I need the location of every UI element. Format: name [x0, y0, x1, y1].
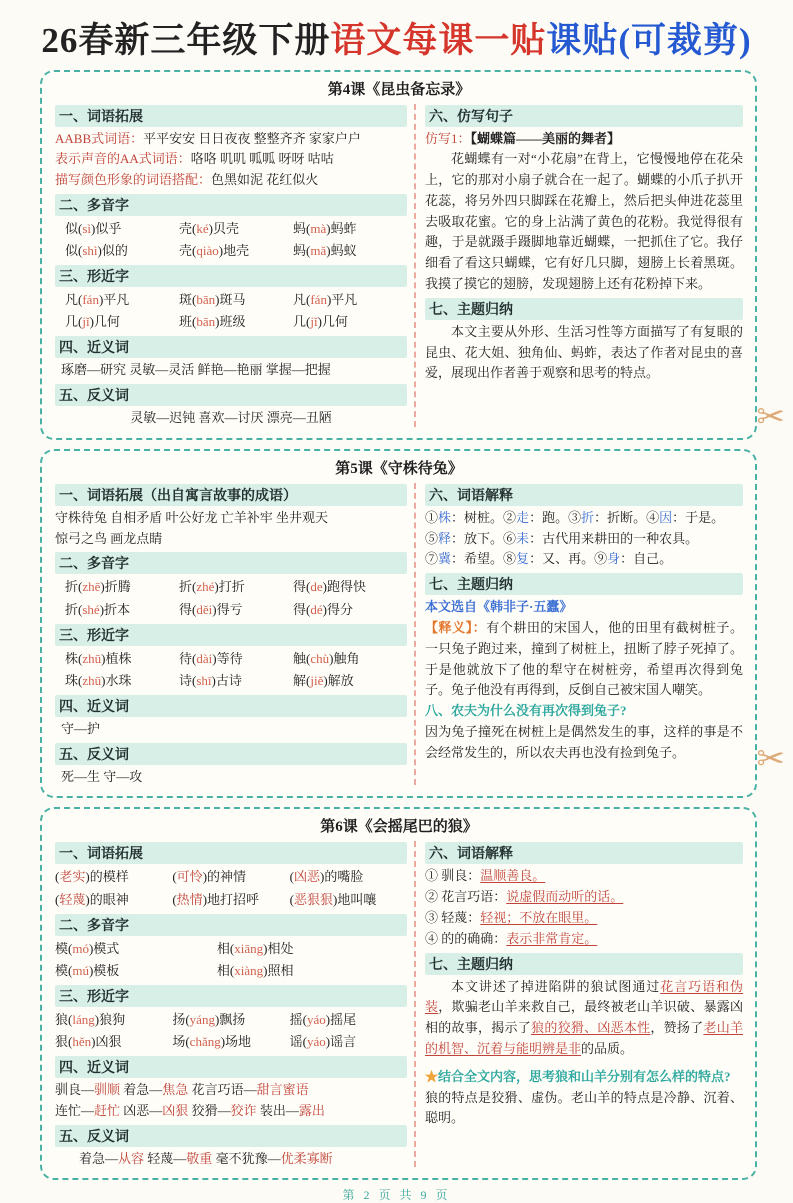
lesson-card-4 [40, 70, 757, 440]
pinyin-cell: 得(děi)得亏 [179, 601, 243, 617]
subsection-header: 二、多音字 [55, 194, 407, 216]
pinyin-cell: 相(xiàng)照相 [216, 962, 294, 978]
answer-paragraph: 因为兔子撞死在树桩上是偶然发生的事，这样的事是不会经常发生的，所以农夫再也没有捡到兔子。 [425, 724, 743, 760]
antonyms-line: 死—生 守—攻 [61, 768, 143, 784]
extra-question: ★结合全文内容，思考狼和山羊分别有怎么样的特点? [425, 1068, 731, 1084]
pinyin-row [55, 1009, 407, 1031]
extra-answer: 狼的特点是狡猾、虚伪。老山羊的特点是冷静、沉着、聪明。 [425, 1089, 743, 1126]
pinyin-cell: 模(mó)模式 [55, 940, 120, 956]
word-line: 描写颜色形象的词语搭配：色黑如泥 花红似火 [55, 172, 319, 188]
pinyin-cell: 壳(qiào)地壳 [179, 242, 250, 258]
pinyin-row [55, 670, 407, 692]
phrase-row [55, 889, 407, 911]
pinyin-cell: 似(shì)似的 [65, 242, 128, 258]
question-header: 八、农夫为什么没有再次得到兔子? [425, 703, 627, 719]
explain-line: ① 驯良：温顺善良。 [425, 868, 546, 884]
subsection-header: 二、多音字 [55, 552, 407, 574]
imitation-paragraph: 花蝴蝶有一对“小花扇”在背上，它慢慢地停在花朵上，它的那对小扇子就合在一起了。蝴蝶的小爪子扒开花蕊，将另外四只脚踩在花瓣上，然后把头伸进花蕊里去吸取花蜜。它的身上沾满了黄色的花粉。我觉得很有趣，于是就蹑手蹑脚地靠近蝴蝶，一把抓住了它。我仔细看了看这只蝴蝶，它有好几只脚，翅膀上长着黑斑。我摸了摸它的翅膀，发现翅膀上还有花粉掉下来。 [425, 151, 743, 292]
antonyms-line: 着急—从容 轻蔑—敬重 毫不犹豫—优柔寡断 [79, 1150, 333, 1166]
subsection-header: 五、反义词 [55, 743, 407, 765]
pinyin-cell: 扬(yáng)飘扬 [172, 1011, 246, 1027]
card-header: 第5课《守株待兔》 [335, 460, 463, 477]
theme-paragraph: 本文主要从外形、生活习性等方面描写了有复眼的昆虫、花大姐、独角仙、蚂蚱，表达了作者对昆虫的喜爱，展现出作者善于观察和思考的特点。 [425, 323, 743, 381]
subsection-header: 六、词语解释 [425, 842, 743, 864]
subsection-header: 三、形近字 [55, 265, 407, 287]
pinyin-cell: 株(zhū)植株 [65, 650, 132, 666]
pinyin-row [55, 311, 407, 333]
lesson-card-6 [40, 807, 757, 1180]
title-black: 26春新三年级下册 [41, 21, 331, 60]
column-divider [414, 841, 416, 1167]
pinyin-cell: 解(jiě)解放 [293, 672, 354, 688]
pinyin-cell: 几(jǐ)几何 [293, 314, 348, 330]
scissors-icon: ✂ [756, 739, 785, 779]
pinyin-cell: 凡(fán)平凡 [65, 292, 130, 308]
pinyin-row [55, 218, 407, 240]
pinyin-cell: 狠(hěn)凶狠 [55, 1033, 122, 1049]
phrase-row [55, 866, 407, 888]
pinyin-row [55, 960, 407, 982]
pinyin-row [55, 1031, 407, 1053]
subsection-header: 一、词语拓展 [55, 105, 407, 127]
subsection-header: 四、近义词 [55, 1056, 407, 1078]
subsection-header: 三、形近字 [55, 624, 407, 646]
pinyin-cell: 折(shé)折本 [65, 601, 131, 617]
subsection-header: 七、主题归纳 [425, 298, 743, 320]
explain-line: ② 花言巧语：说虚假而动听的话。 [425, 889, 624, 905]
card-header: 第4课《昆虫备忘录》 [327, 81, 471, 98]
pinyin-row [55, 938, 407, 960]
pinyin-cell: 狼(láng)狼狗 [55, 1011, 126, 1027]
pinyin-cell: 触(chù)触角 [293, 650, 360, 666]
star-icon: ★ [425, 1068, 439, 1084]
imitation-topic: 【蝴蝶篇——美丽的舞者】 [470, 130, 621, 146]
pinyin-cell: 诗(shī)古诗 [179, 672, 242, 688]
subsection-header: 四、近义词 [55, 336, 407, 358]
pinyin-row [55, 240, 407, 262]
phrase-cell: (可怜)的神情 [172, 869, 247, 885]
pinyin-cell: 相(xiāng)相处 [216, 940, 294, 956]
pinyin-cell: 折(zhé)打折 [179, 579, 245, 595]
left-column [55, 481, 407, 788]
word-line: 守株待兔 自相矛盾 叶公好龙 亡羊补牢 坐井观天 [55, 509, 329, 525]
column-divider [414, 104, 416, 427]
word-line: 表示声音的AA式词语：咯咯 叽叽 呱呱 呀呀 咕咕 [55, 151, 334, 167]
imitation-title-line: 仿写1：【蝴蝶篇——美丽的舞者】 [425, 130, 621, 146]
theme-paragraph: 本文讲述了掉进陷阱的狼试图通过花言巧语和伪装，欺骗老山羊来救自己，最终被老山羊识破、暴露凶相的故事，揭示了狼的狡猾、凶恶本性，赞扬了老山羊的机智、沉着与能明辨是非的品质。 [425, 978, 743, 1056]
left-column [55, 839, 407, 1169]
word-line: 惊弓之鸟 画龙点睛 [55, 530, 163, 546]
phrase-cell: (轻蔑)的眼神 [55, 891, 129, 907]
phrase-cell: (恶狠狠)地叫嚷 [289, 891, 377, 907]
subsection-header: 三、形近字 [55, 985, 407, 1007]
synonyms-line: 连忙—赶忙 凶恶—凶狠 狡猾—狡诈 装出—露出 [55, 1102, 325, 1118]
explain-line: ⑤释：放下。⑥耒：古代用来耕田的一种农具。 [425, 530, 699, 546]
lesson-card-5 [40, 449, 757, 799]
explain-line: ③ 轻蔑：轻视；不放在眼里。 [425, 910, 598, 926]
pinyin-cell: 蚂(mǎ)蚂蚁 [293, 242, 357, 258]
explain-line: ⑦冀：希望。⑧复：又、再。⑨身：自己。 [425, 551, 673, 567]
synonyms-line: 琢磨—研究 灵敏—灵活 鲜艳—艳丽 掌握—把握 [61, 362, 331, 378]
pinyin-cell: 珠(zhū)水珠 [65, 672, 132, 688]
pinyin-cell: 折(zhē)折腾 [65, 579, 131, 595]
right-column [425, 481, 743, 788]
explain-line: ①株：树桩。②走：跑。③折：折断。④因：于是。 [425, 509, 725, 525]
pinyin-cell: 场(chǎng)场地 [172, 1033, 252, 1049]
page-title [0, 0, 793, 61]
subsection-header: 一、词语拓展（出自寓言故事的成语） [55, 484, 407, 506]
column-divider [414, 483, 416, 786]
phrase-cell: (热情)地打招呼 [172, 891, 260, 907]
explain-line: ④ 的的确确：表示非常肯定。 [425, 930, 598, 946]
pinyin-row [55, 599, 407, 621]
title-red: 语文每课一贴 [330, 21, 547, 60]
scissors-icon: ✂ [756, 397, 785, 437]
subsection-header: 七、主题归纳 [425, 953, 743, 975]
right-column [425, 102, 743, 429]
pinyin-cell: 壳(ké)贝壳 [179, 220, 239, 236]
subsection-header: 四、近义词 [55, 695, 407, 717]
pinyin-cell: 待(dài)等待 [179, 650, 243, 666]
pinyin-cell: 摇(yáo)摇尾 [289, 1011, 357, 1027]
pinyin-cell: 似(sì)似乎 [65, 220, 122, 236]
pinyin-row [55, 289, 407, 311]
phrase-cell: (老实)的模样 [55, 869, 129, 885]
title-blue: 课贴(可裁剪) [546, 21, 752, 60]
pinyin-cell: 得(dé)得分 [293, 601, 353, 617]
pinyin-cell: 凡(fán)平凡 [293, 292, 358, 308]
subsection-header: 一、词语拓展 [55, 842, 407, 864]
page-footer: 第 2 页 共 9 页 [342, 1188, 451, 1203]
card-header: 第6课《会摇尾巴的狼》 [320, 819, 478, 836]
pinyin-cell: 蚂(mà)蚂蚱 [293, 220, 357, 236]
pinyin-cell: 斑(bān)斑马 [179, 292, 246, 308]
synonyms-line: 守—护 [61, 720, 101, 736]
subsection-header: 六、仿写句子 [425, 105, 743, 127]
antonyms-line: 灵敏—迟钝 喜欢—讨厌 漂亮—丑陋 [130, 410, 332, 426]
pinyin-cell: 几(jǐ)几何 [65, 314, 120, 330]
subsection-header: 六、词语解释 [425, 484, 743, 506]
synonyms-line: 驯良—驯顺 着急—焦急 花言巧语—甜言蜜语 [55, 1081, 309, 1097]
subsection-header: 七、主题归纳 [425, 573, 743, 595]
paraphrase-label: 【释义】： [425, 620, 487, 636]
pinyin-cell: 班(bān)班级 [179, 314, 246, 330]
subsection-header: 五、反义词 [55, 384, 407, 406]
source-line: 本文选自《韩非子·五蠹》 [425, 599, 573, 615]
subsection-header: 二、多音字 [55, 914, 407, 936]
pinyin-cell: 模(mú)模板 [55, 962, 120, 978]
pinyin-cell: 谣(yáo)谣言 [289, 1033, 357, 1049]
subsection-header: 五、反义词 [55, 1125, 407, 1147]
paraphrase-paragraph: 【释义】：有个耕田的宋国人，他的田里有截树桩子。一只兔子跑过来，撞到了树桩上，扭断了脖子死掉了。于是他就放下了他的犁守在树桩旁，希望再次得到兔子。兔子他没有再得到，反倒自己被宋国人嘲笑。 [425, 620, 743, 698]
right-column [425, 839, 743, 1169]
phrase-cell: (凶恶)的嘴脸 [289, 869, 364, 885]
left-column [55, 102, 407, 429]
pinyin-cell: 得(de)跑得快 [293, 579, 366, 595]
word-line: AABB式词语：平平安安 日日夜夜 整整齐齐 家家户户 [55, 130, 361, 146]
pinyin-row [55, 648, 407, 670]
pinyin-row [55, 576, 407, 598]
